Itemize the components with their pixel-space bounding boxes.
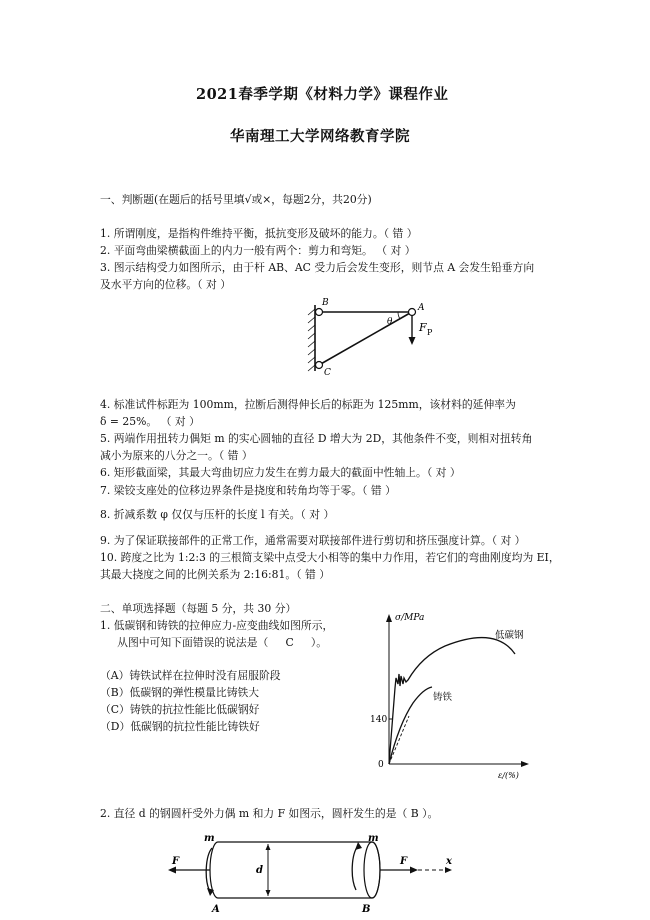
truss-figure (295, 293, 445, 383)
y-axis-label: σ/MPa (395, 613, 425, 623)
label-x: x (446, 856, 452, 867)
question-4-line2: δ = 25%。 （ 对 ） (100, 415, 200, 428)
wall-hatch (308, 309, 315, 371)
label-m-right: m (368, 833, 379, 844)
doc-title: 2021春季学期《材料力学》课程作业 (196, 86, 449, 103)
label-F: F (419, 321, 427, 334)
y-axis-arrow (386, 614, 392, 622)
pin-A (409, 309, 416, 316)
right-force-arrowhead (410, 867, 418, 874)
shaft-figure (160, 826, 460, 916)
question-1: 1. 所谓刚度，是指构件维持平衡，抵抗变形及破坏的能力。（ 错 ） (100, 227, 418, 240)
tick-label-140: 140 (370, 715, 388, 725)
choice-question-1-line1: 1. 低碳钢和铸铁的拉伸应力-应变曲线如图所示， (100, 619, 334, 632)
label-A: A (212, 904, 220, 915)
choice-question-1-line2: 从图中可知下面错误的说法是（ C ）。 (100, 636, 328, 649)
label-F-right: F (400, 856, 408, 867)
cast-iron-curve (389, 687, 432, 764)
option-a: （A）铸铁试样在拉伸时没有屈服阶段 (100, 669, 281, 682)
pin-C (316, 362, 323, 369)
question-7: 7. 梁铰支座处的位移边界条件是挠度和转角均等于零。（ 错 ） (100, 484, 396, 497)
question-10-line1: 10. 跨度之比为 1:2:3 的三根简支梁中点受大小相等的集中力作用，若它们的弯曲刚度均为 EI， (100, 551, 560, 564)
x-axis-label: ε/(%) (498, 771, 519, 780)
label-P: P (427, 328, 433, 337)
x-axis-arrow (521, 761, 529, 767)
option-b: （B）低碳钢的弹性模量比铸铁大 (100, 686, 260, 699)
shaft-body (210, 842, 380, 898)
pin-B (316, 309, 323, 316)
question-10-line2: 其最大挠度之间的比例关系为 2:16:81。（ 错 ） (100, 568, 331, 581)
question-2: 2. 平面弯曲梁横截面上的内力一般有两个：剪力和弯矩。 （ 对 ） (100, 244, 416, 257)
bar-AC (319, 313, 410, 365)
cast-iron-label: 铸铁 (433, 692, 453, 703)
question-3-line1: 3. 图示结构受力如图所示，由于杆 AB、AC 受力后会发生变形，则节点 A 会发生铅垂方向 (100, 261, 535, 274)
school-name: 华南理工大学网络教育学院 (230, 128, 410, 145)
section2-heading: 二、单项选择题（每题 5 分，共 30 分） (100, 602, 297, 615)
label-theta: θ (387, 317, 393, 327)
label-F-left: F (172, 856, 180, 867)
question-6: 6. 矩形截面梁，其最大弯曲切应力发生在剪力最大的截面中性轴上。（ 对 ） (100, 466, 461, 479)
question-9: 9. 为了保证联接部件的正常工作，通常需要对联接部件进行剪切和挤压强度计算。（ 对 ） (100, 534, 526, 547)
question-5-line2: 减小为原来的八分之一。（ 错 ） (100, 449, 253, 462)
label-B: B (362, 904, 371, 915)
question-3-line2: 及水平方向的位移。（ 对 ） (100, 278, 232, 291)
label-C: C (324, 368, 331, 378)
question-8: 8. 折减系数 φ 仅仅与压杆的长度 l 有关。（ 对 ） (100, 508, 335, 521)
option-d: （D）低碳钢的抗拉性能比铸铁好 (100, 720, 260, 733)
label-d: d (256, 865, 263, 876)
label-m-left: m (204, 833, 215, 844)
label-B: B (322, 298, 329, 308)
stress-strain-figure (365, 608, 535, 783)
force-arrowhead (409, 337, 416, 345)
theta-arc (398, 312, 400, 319)
option-c: （C）铸铁的抗拉性能比低碳钢好 (100, 703, 260, 716)
left-force-arrowhead (168, 867, 176, 874)
choice-question-2: 2. 直径 d 的钢圆杆受外力偶 m 和力 F 如图示，圆杆发生的是（ B ）。 (100, 807, 439, 820)
tick-label-0: 0 (378, 760, 384, 770)
question-4-line1: 4. 标准试件标距为 100mm，拉断后测得伸长后的标距为 125mm，该材料的延伸率为 (100, 398, 516, 411)
label-A: A (418, 303, 425, 313)
section1-heading: 一、判断题(在题后的括号里填√或×，每题2分，共20分) (100, 193, 372, 206)
low-carbon-steel-label: 低碳钢 (495, 630, 524, 641)
question-5-line1: 5. 两端作用扭转力偶矩 m 的实心圆轴的直径 D 增大为 2D，其他条件不变，则相对扭转角 (100, 432, 533, 445)
axis-arrowhead (445, 867, 452, 873)
